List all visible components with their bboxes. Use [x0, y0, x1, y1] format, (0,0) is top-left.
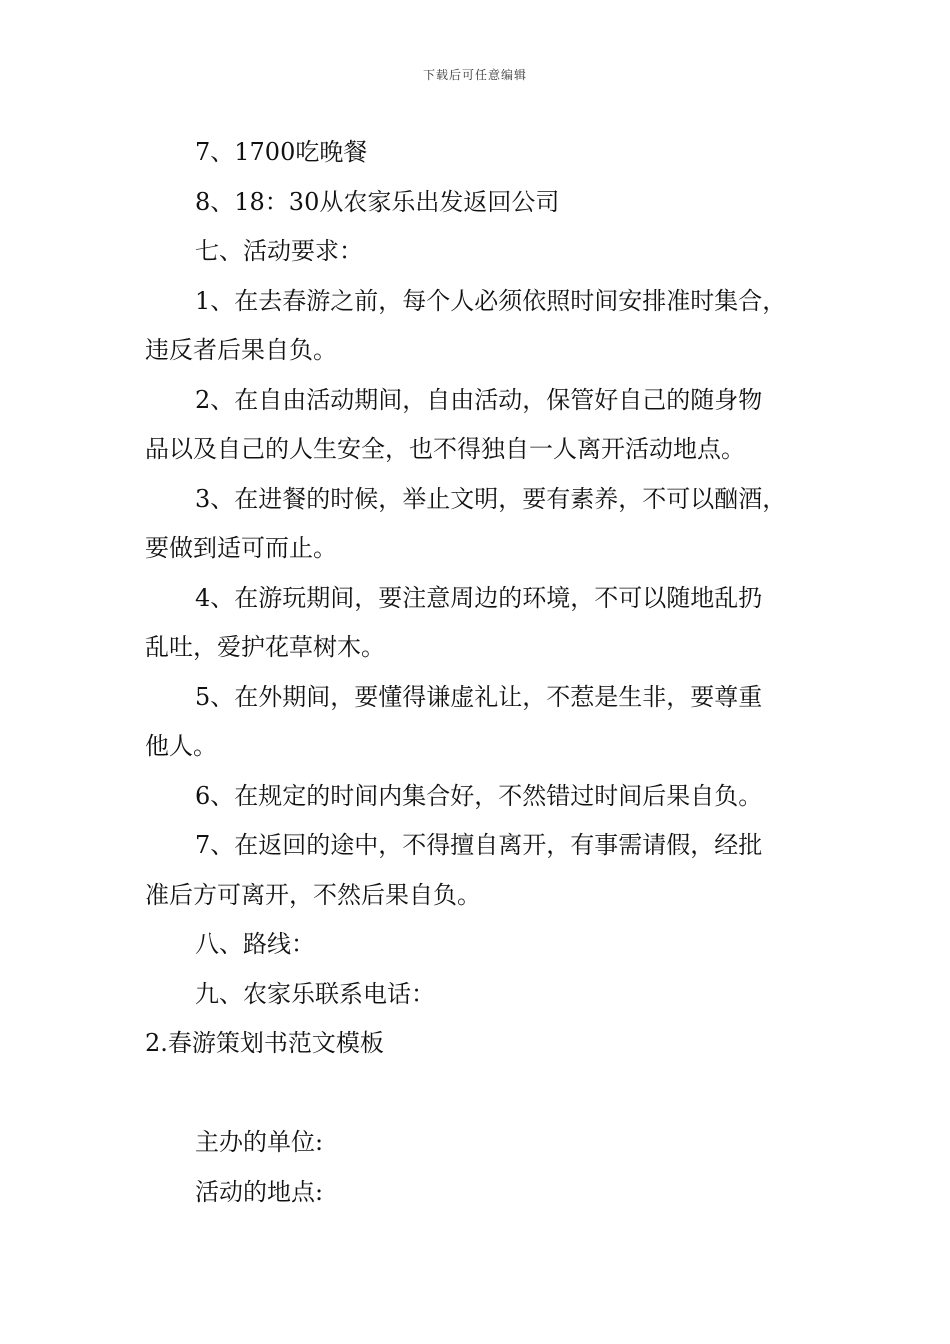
- field-organizer: 主办的单位:: [195, 1128, 324, 1156]
- section-heading-contact: 九、农家乐联系电话：: [195, 979, 435, 1008]
- requirement-5-line-1: 5、在外期间，要懂得谦虚礼让，不惹是生非，要尊重: [195, 682, 763, 711]
- requirement-2-line-2: 品以及自己的人生安全，也不得独自一人离开活动地点。: [145, 435, 745, 463]
- blank-line: [145, 1069, 825, 1119]
- document-section-title: 2.春游策划书范文模板: [145, 1029, 384, 1057]
- requirement-6: 6、在规定的时间内集合好，不然错过时间后果自负。: [195, 781, 763, 810]
- schedule-item-dinner: 7、1700吃晚餐: [195, 138, 368, 166]
- section-heading-route: 八、路线：: [195, 930, 315, 958]
- page-header-note: 下载后可任意编辑: [422, 68, 527, 82]
- requirement-2-line-1: 2、在自由活动期间，自由活动，保管好自己的随身物: [195, 385, 763, 414]
- document-body: [145, 128, 825, 1217]
- requirement-3-line-1: 3、在进餐的时候，举止文明，要有素养，不可以酗酒，: [195, 484, 787, 513]
- requirement-4-line-2: 乱吐，爱护花草树木。: [145, 633, 385, 661]
- requirement-1-line-2: 违反者后果自负。: [145, 336, 337, 364]
- requirement-7-line-2: 准后方可离开，不然后果自负。: [145, 880, 481, 909]
- requirement-1-line-1: 1、在去春游之前，每个人必须依照时间安排准时集合，: [195, 286, 787, 315]
- requirement-5-line-2: 他人。: [145, 732, 217, 760]
- schedule-item-return: 8、18：30从农家乐出发返回公司: [195, 187, 560, 216]
- requirement-3-line-2: 要做到适可而止。: [145, 534, 337, 562]
- section-heading-requirements: 七、活动要求：: [195, 237, 363, 265]
- field-location: 活动的地点:: [195, 1177, 324, 1206]
- requirement-7-line-1: 7、在返回的途中，不得擅自离开，有事需请假，经批: [195, 831, 763, 859]
- requirement-4-line-1: 4、在游玩期间，要注意周边的环境，不可以随地乱扔: [195, 583, 763, 612]
